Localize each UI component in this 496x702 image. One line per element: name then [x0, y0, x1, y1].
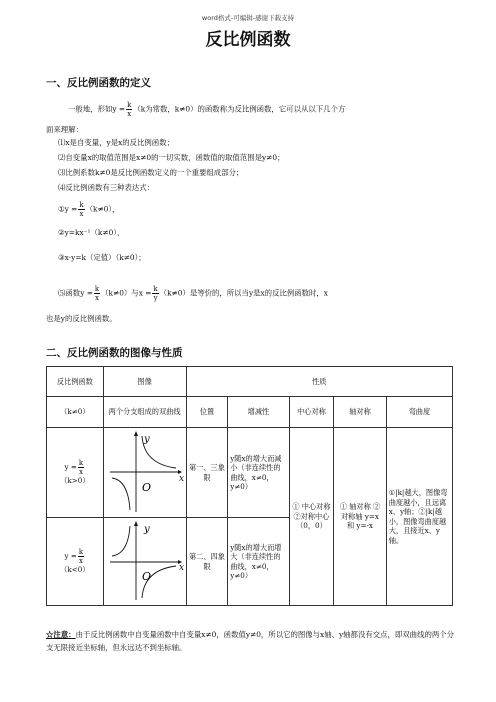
definition-item-3: ⑶比例系数k≠0是反比例函数定义的一个重要组成部分； — [58, 168, 244, 177]
definition-item-4: ⑷反比例函数有三种表达式： — [58, 183, 155, 192]
form-1-tail: （k≠0）， — [85, 204, 120, 214]
curvature: ①|k|越大，图像弯曲度越小，且远离x、y轴；②|k|越小，图像弯曲度越大，且接近x、y轴。 — [386, 428, 452, 606]
center-symmetry: ① 中心对称 ②对称中心（0，0） — [289, 428, 334, 606]
intro-line — [68, 101, 345, 118]
intro-text-a: 一般地，形如 — [68, 104, 113, 114]
item-5-text-c: （k≠0）是等价的，所以当y是x的反比例函数时，x — [159, 288, 328, 298]
frac-num: k — [78, 459, 84, 467]
row-1-function — [47, 428, 104, 518]
row-2-y: y = — [64, 551, 77, 561]
frac-den: y — [153, 294, 158, 302]
row-1-position: 第一、三象限 — [186, 428, 228, 518]
frac-num: k — [127, 101, 132, 109]
row-2-function — [47, 518, 104, 606]
frac-num: k — [153, 285, 158, 293]
frac-num: k — [79, 201, 84, 209]
axis-symmetry: ① 轴对称 ② 对称轴 y=x 和 y=-x — [334, 428, 386, 606]
subheader-image: 两个分支组成的双曲线 — [103, 397, 186, 428]
graph-k-positive — [106, 428, 184, 514]
table-header-row — [47, 367, 453, 397]
row-1-y: y = — [64, 462, 77, 472]
section-heading-definition: 一、反比例函数的定义 — [46, 77, 151, 89]
graph-origin-label: O — [141, 570, 151, 584]
frac-den: x — [127, 110, 132, 118]
subheader-center: 中心对称 — [289, 397, 334, 428]
table-row — [47, 428, 453, 518]
graph-k-negative — [106, 518, 184, 602]
graph-y-label: y — [143, 524, 150, 536]
form-1-fraction — [78, 201, 84, 218]
header-image: 图像 — [103, 367, 186, 397]
subheader-axis: 轴对称 — [334, 397, 386, 428]
definition-item-5-cont: 也是y的反比例函数。 — [46, 314, 117, 323]
note-paragraph — [46, 628, 456, 654]
row-2-monotonicity: y随x的增大而增大（非连续性的曲线，x≠0，y≠0） — [228, 518, 289, 606]
fraction-k-over-x — [126, 101, 132, 118]
properties-table — [46, 366, 453, 606]
frac-num: k — [78, 548, 84, 556]
item-5-x: x = — [138, 288, 152, 298]
frac-num: k — [94, 285, 100, 293]
item-5-y: y = — [80, 288, 93, 298]
frac-den: x — [79, 210, 84, 218]
item-5-text-b: （k≠0）与 — [101, 288, 139, 298]
frac-den: x — [95, 294, 99, 302]
formula-y: y = — [112, 104, 126, 114]
header-properties: 性质 — [186, 367, 452, 397]
page-header: word格式-可编辑-感谢下载支持 — [201, 14, 295, 22]
form-3: ③x·y=k（定值）（k≠0）； — [58, 253, 146, 262]
form-1-y: y = — [64, 204, 78, 214]
frac-den: x — [79, 468, 83, 476]
subheader-position: 位置 — [186, 397, 228, 428]
table-subheader-row — [47, 397, 453, 428]
section-heading-graph: 二、反比例函数的图像与性质 — [46, 347, 183, 359]
definition-item-5 — [58, 285, 328, 302]
intro-line-2: 面来理解： — [46, 125, 83, 134]
row-1-fraction — [78, 459, 84, 476]
y-axis-arrow — [134, 521, 138, 526]
intro-text-b: （k为常数，k≠0）的函数称为反比例函数，它可以从以下几个方 — [133, 104, 346, 114]
graph-y-label: y — [143, 434, 150, 446]
item-5-text-a: ⑸函数 — [58, 288, 81, 298]
row-2-position: 第二、四象限 — [186, 518, 228, 606]
note-text: 由于反比例函数中自变量函数中自变量x≠0，函数值y≠0，所以它的图像与x轴、y轴都没有交点，即双曲线的两个分支无限接近坐标轴，但永远达不到坐标轴。 — [46, 630, 455, 652]
subheader-curvature: 弯曲度 — [386, 397, 452, 428]
page-title: 反比例函数 — [205, 30, 291, 50]
hyperbola-branch-q2 — [112, 526, 130, 556]
row-2-graph — [103, 518, 186, 606]
row-1-monotonicity: y随x的增大而减小（非连续性的曲线，x≠0，y≠0） — [228, 428, 289, 518]
subheader-monotonicity: 增减性 — [228, 397, 289, 428]
definition-item-2: ⑵自变量x的取值范围是x≠0的一切实数，函数值的取值范围是y≠0； — [58, 153, 285, 162]
definition-item-1: ⑴x是自变量，y是x的反比例函数； — [58, 138, 174, 147]
note-label: ☆注意： — [46, 630, 76, 639]
form-1-prefix: ① — [58, 204, 65, 214]
form-1 — [58, 201, 119, 218]
row-2-fraction — [78, 548, 84, 565]
subheader-k: （k≠0） — [47, 397, 104, 428]
hyperbola-branch-q3 — [112, 478, 130, 510]
graph-1-x-label: x — [179, 474, 185, 484]
form-2: ②y=kx⁻¹（k≠0）， — [58, 228, 125, 237]
item-5-fraction-1 — [94, 285, 100, 302]
header-function: 反比例函数 — [47, 367, 104, 397]
frac-den: x — [79, 557, 83, 565]
row-1-graph — [103, 428, 186, 518]
item-5-fraction-2 — [152, 285, 158, 302]
row-1-condition: （k>0） — [60, 476, 90, 485]
graph-2-x-label: x — [179, 563, 185, 573]
row-2-condition: （k<0） — [60, 565, 90, 574]
y-axis-arrow — [134, 431, 138, 436]
graph-origin-label: O — [141, 481, 151, 495]
